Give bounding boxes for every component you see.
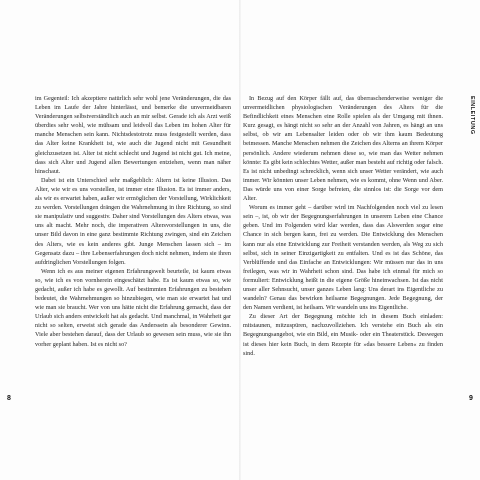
paragraph: Dabei ist ein Unterschied sehr maßgeblich: Altern ist keine Illusion. Das Alter, wie wir es uns vorstellen, ist immer eine Illusion. Es ist immer anders, als wir es erwartet haben, außer wir ermöglichen der Vorstellung, Wirklichkeit zu werden. Vorstellungen drängen die Wahrnehmung in ihre Richtung, so sind sie manipulativ und suggestiv. Daher sind Vorstellungen des Alters etwas, was uns alt macht. Mehr noch, die imperativen Altersvorstellungen in uns, die unser Bild davon in eine ganz bestimmte Richtung zwingen, sind ein Zeichen des Alters, wie es kein anderes gibt. Junge Menschen lassen sich – im Gegensatz dazu – ihre Lebenserfahrungen doch nicht nehmen, indem sie ihren aufdringlichen Vorstellungen folgen.	[35, 176, 231, 266]
right-page	[240, 0, 480, 480]
paragraph: im Gegenteil: Ich akzeptiere natürlich sehr wohl jene Veränderungen, die das Leben im Laufe der Jahre hinterlässt, und bemerke die unvermeidbaren Veränderungen selbstverständlich auch an mir selbst. Gerade ich als Arzt weiß überdies sehr wohl, wie mühsam und leidvoll das Leben im hohen Alter für manche Menschen sein kann. Nichtsdestotrotz muss festgestellt werden, dass das Alter keine Krankheit ist, wie auch die Jugend nicht mit Gesundheit gleichzusetzen ist. Alter ist nicht schlecht und Jugend ist nicht gut. Ich meine, dass sich Alter und Jugend allen Bewertungen entziehen, wenn man näher hinschaut.	[35, 95, 231, 175]
page-number: 8	[7, 395, 11, 402]
right-text-column	[243, 94, 443, 358]
paragraph: Zu dieser Art der Begegnung möchte ich in diesem Buch einladen: mitstaunen, mitzuspüren, nachzuvollziehen. Ich verstehe ein Buch als ein Begegnungsangebot, wie ein Bild, ein Musik- oder ein Theaterstück. Deswegen ist dieses hier kein Buch, in dem Rezepte für »das bessere Leben« zu finden sind.	[243, 313, 443, 357]
running-head: EINLEITUNG	[469, 96, 475, 135]
left-text-column	[35, 94, 231, 349]
paragraph: In Bezug auf den Körper fällt auf, das überraschenderweise weniger die unvermeidlichen physiologischen Veränderungen des Alters für die Befindlichkeit eines Menschen eine Rolle spielen als der Umgang mit ihnen. Kurz gesagt, es hängt nicht so sehr an der Anzahl von Jahren, es hängt an uns selbst, ob wir am Lebensalter leiden oder ob wir ihm kaum Bedeutung beimessen. Manche Menschen nehmen die Zeichen des Alterns an ihrem Körper persönlich. Andere wiederum nehmen diese so, wie man das Wetter nehmen könnte: Es gibt kein schlechtes Wetter, außer man besteht auf richtig oder falsch. Es ist nicht unbedingt schrecklich, wenn sich unser Wetter verändert, wie auch immer. Wir könnten unser Leben nehmen, wie es kommt, ohne Wenn und Aber. Das würde uns von einer Sorge befreien, die sinnlos ist: die Sorge vor dem Alter.	[243, 95, 443, 203]
page-number: 9	[469, 395, 473, 402]
paragraph: Worum es immer geht – darüber wird im Nachfolgenden noch viel zu lesen sein –, ist, ob wir der Begegnungserfahrungen in unserem Leben eine Chance geben. Und im Folgenden wird klar werden, dass das Alswerden sogar eine Chance in sich bergen kann, frei zu werden. Die Entwicklung des Menschen kann nur als eine Entwicklung zur Freiheit verstanden werden, als Weg zu sich selbst, sich in seiner Einzigartigkeit zu entfalten. Und es ist das Schöne, das Verblüffende und das Einfache an Entwicklungen: Wir müssen nur das in uns freilegen, was wir in Wahrheit schon sind. Das habe ich einmal für mich so formuliert: Entwicklung heißt in die eigene Größe hineinwachsen. Ist das nicht unser aller Sehnsucht, unser ganzes Leben lang: Uns derart ins Eigentliche zu wandeln? Genau das bewirken heilsame Begegnungen. Jede Begegnung, der den Namen verdient, ist heilsam. Wir wandeln uns ins Eigentliche.	[243, 204, 443, 312]
paragraph: Wenn ich es aus meiner eigenen Erfahrungswelt beurteile, ist kaum etwas so, wie ich es von vornherein eingeschätzt habe. Es ist kaum etwas so, wie gedacht, außer ich habe es gewollt. Auf bestimmten Erfahrungen zu bestehen bedeutet, die Wahrnehmungen so hinzubiegen, wie man sie erwartet hat und wie man sie braucht. Wer von uns hätte nicht die Erfahrung gemacht, dass der Urlaub sich anders entwickelt hat als gedacht. Und manchmal, in Wahrheit gar nicht so selten, erweist sich gerade das Anderssein als besonderer Gewinn. Viele aber bestehen darauf, dass der Urlaub so gewesen sein muss, wie sie ihn vorher geplant haben. Ist es nicht so?	[35, 267, 231, 348]
